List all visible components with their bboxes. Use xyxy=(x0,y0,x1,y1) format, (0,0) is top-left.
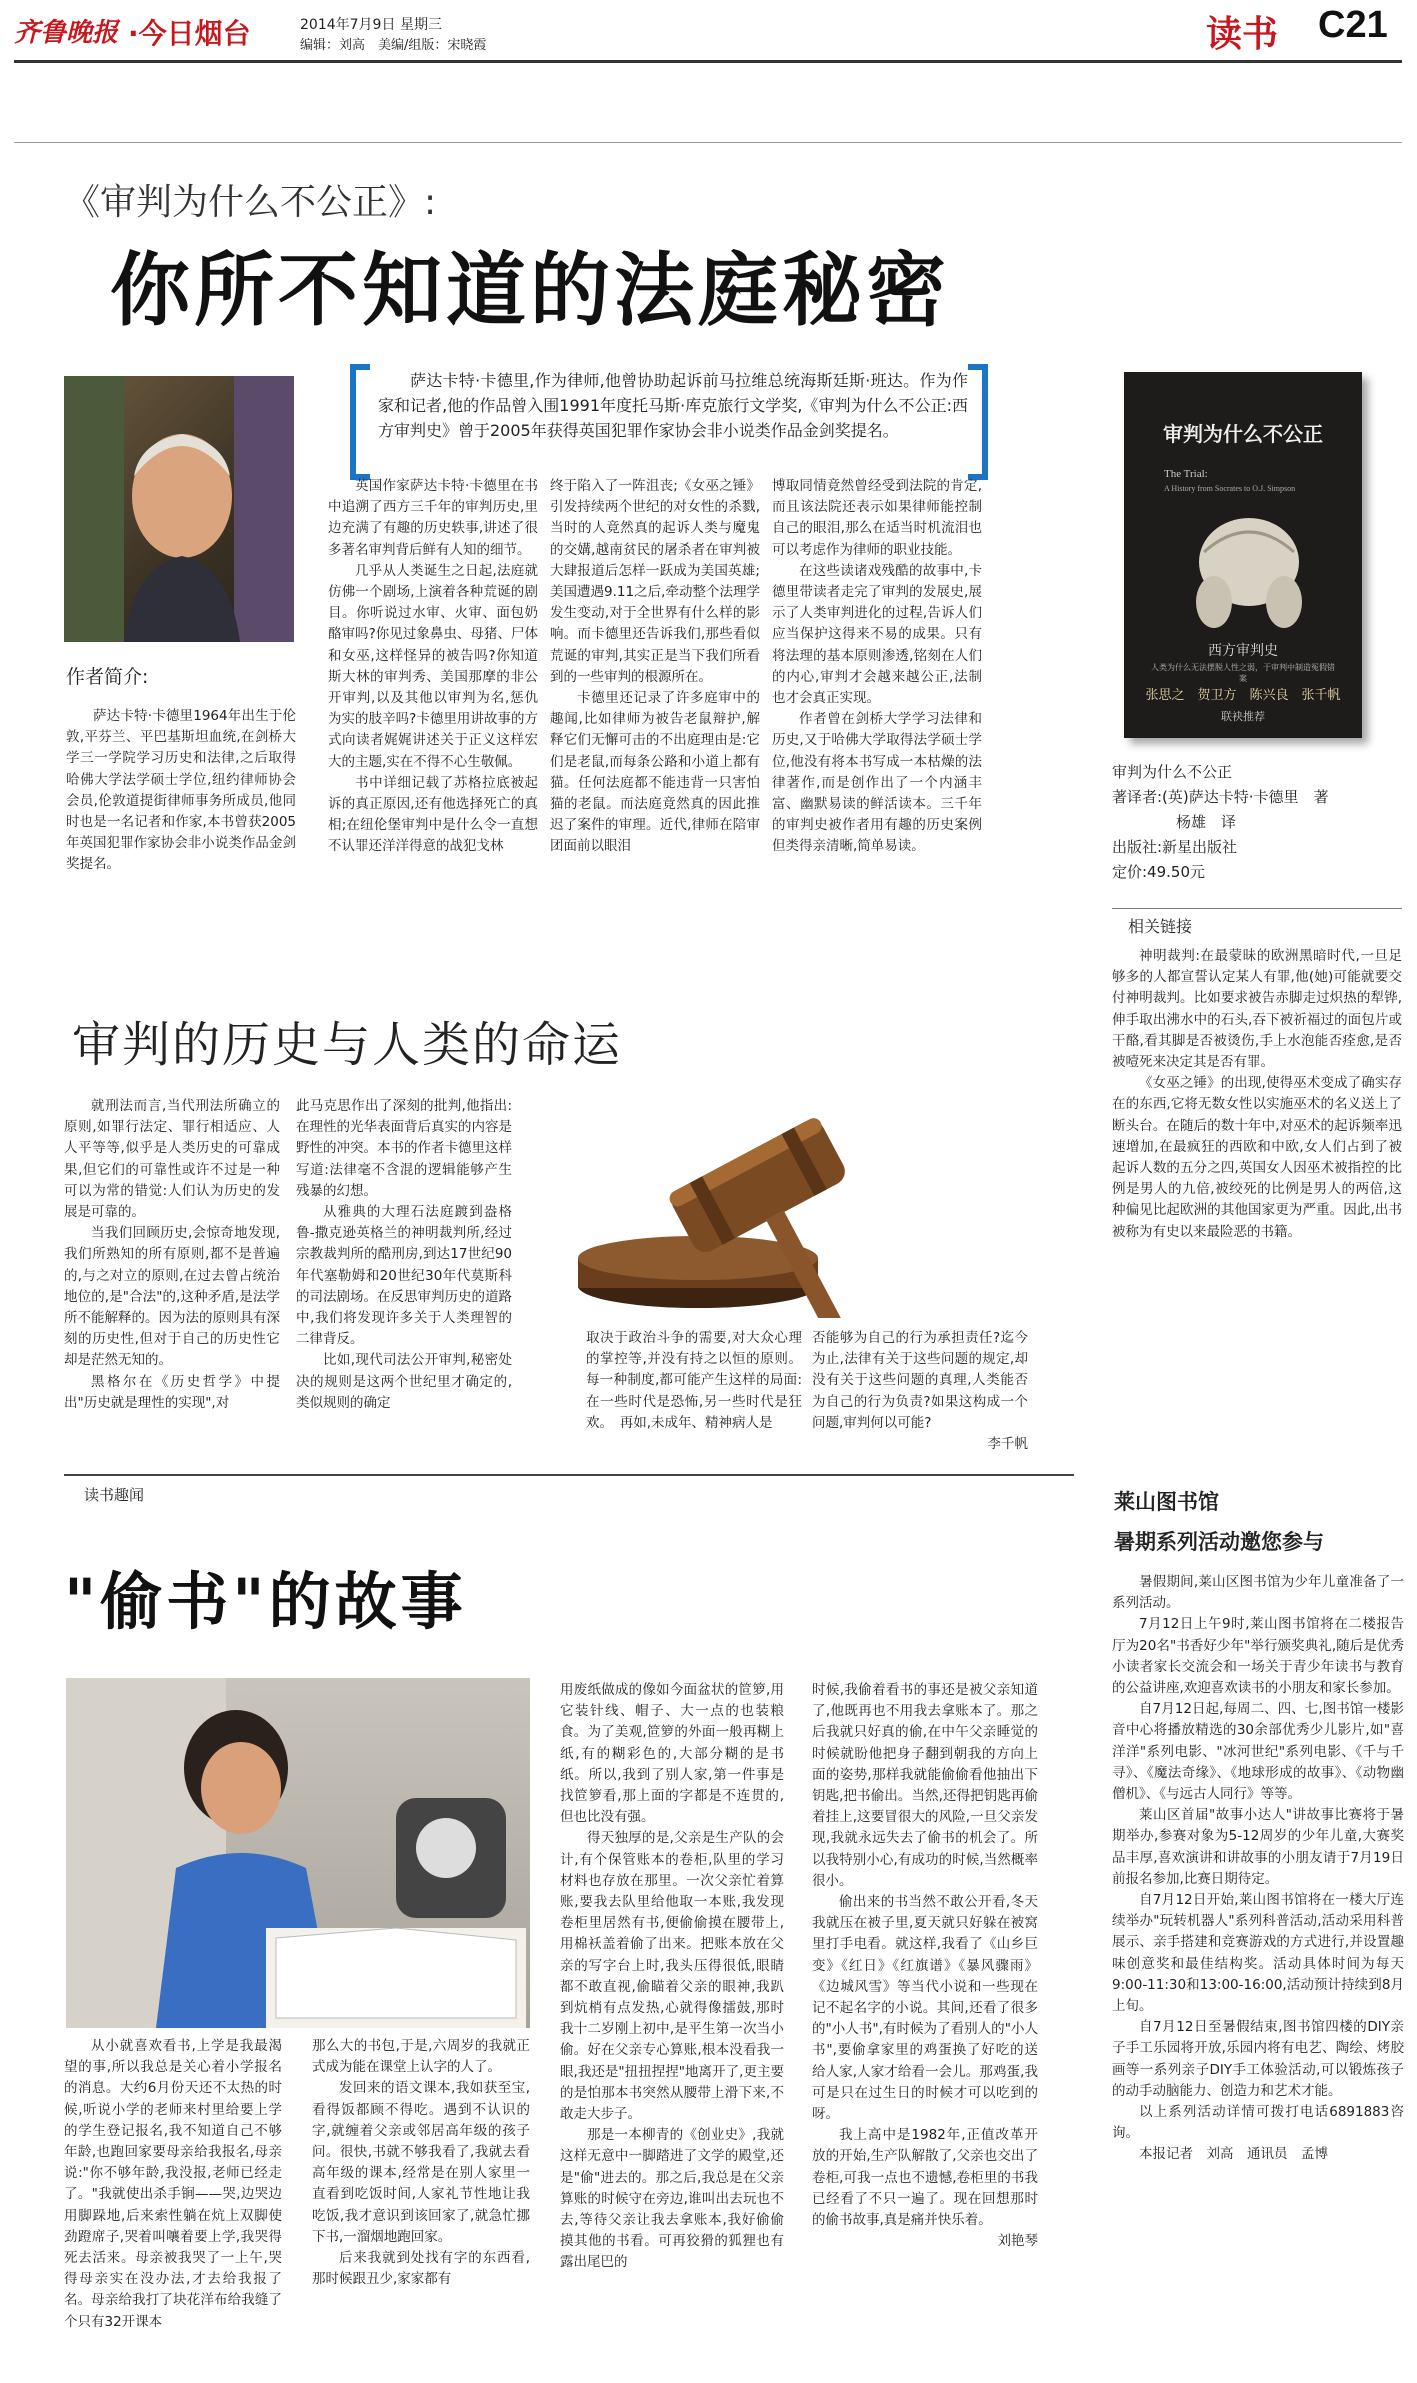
article1-col2 xyxy=(550,476,760,858)
article3-col4-para1: 时候,我偷着看书的事还是被父亲知道了,他既再也不用我去拿账本了。那之后我就只好真的偷,在中午父亲睡觉的时候就盼他把身子翻到朝我的方向上面的姿势,那样我就能偷偷看他抽出下钥匙,把书偷出。当然,还得把钥匙再偷着挂上,这要冒很大的风险,一旦父亲发现,我就永远失去了偷书的机会了。所以我特别小心,有成功的时候,当然概率很小。 xyxy=(812,1682,1038,1889)
article1-col3-para3: 作者曾在剑桥大学学习法律和历史,又于哈佛大学取得法学硕士学位,他没有将本书写成一本枯燥的法律著作,而是创作出了一个内涵丰富、幽默易读的鲜活读本。三千年的审判史被作者用有趣的历史案例但类得亲清晰,简单易读。 xyxy=(772,711,982,855)
intro-bracket-left xyxy=(350,364,370,480)
article2-col3-text: 取决于政治斗争的需要,对大众心理的掌控等,并没有持之以恒的原则。每一种制度,都可能产生这样的局面:在一些时代是恐怖,另一些时代是狂欢。 再如,未成年、精神病人是 xyxy=(586,1330,802,1431)
book-info-publisher: 出版社:新星出版社 xyxy=(1112,838,1238,856)
article1-col1-para2: 几乎从人类诞生之日起,法庭就仿佛一个剧场,上演着各种荒诞的剧目。你听说过水审、火审、面包奶酪审吗?你见过象鼻虫、母猪、尸体和女巫,这样怪异的被告吗?你知道斯大林的审判秀、美国那摩的非公开审判,以及其他以审判为名,惩仇为实的肢辛吗?卡德里用讲故事的方式向读者娓娓讲述关于正义这样宏大的主题,实在不得不心生敬佩。 xyxy=(328,562,538,770)
book-cover-subtitle: 西方审判史 xyxy=(1208,643,1278,659)
article3-col2-para1: 那么大的书包,于是,六周岁的我就正式成为能在课堂上认字的人了。 xyxy=(312,2038,530,2076)
article1-col1 xyxy=(328,476,538,858)
library-para2: 7月12日上午9时,莱山图书馆将在二楼报告厅为20名"书香好少年"举行颁奖典礼,随后是优秀小读者家长交流会和一场关于青少年读书与教育的公益讲座,欢迎喜欢读书的小朋友和家长参加。 xyxy=(1112,1616,1404,1697)
issue-weekday: 星期三 xyxy=(400,17,442,33)
column-label: 读书趣闻 xyxy=(84,1486,145,1504)
library-name: 莱山图书馆 xyxy=(1114,1490,1219,1514)
article3-byline: 刘艳琴 xyxy=(997,2233,1038,2250)
article2-col2-para3: 比如,现代司法公开审判,秘密处决的规则是这两个世纪里才确定的,类似规则的确定 xyxy=(296,1352,512,1411)
issue-date: 2014年7月9日 xyxy=(300,17,396,33)
related-rule xyxy=(1112,908,1402,909)
article3-col4 xyxy=(812,1680,1038,2252)
wig-illustration xyxy=(1184,512,1314,632)
library-para5: 自7月12日开始,莱山图书馆将在一楼大厅连续举办"玩转机器人"系列科普活动,活动采用科普展示、亲手搭建和竞赛游戏的方式进行,并设置趣味创意奖和最佳结构奖。活动具体时间为每天9:00-11:30和13:00-16:00,活动预计持续到8月上旬。 xyxy=(1112,1892,1404,2015)
article2-col1 xyxy=(64,1096,280,1414)
page-number: C21 xyxy=(1318,4,1388,46)
intro-bracket-right xyxy=(968,364,988,480)
section-name: 读书 xyxy=(1206,14,1279,55)
author-photo xyxy=(64,376,294,642)
book-cover-authors: 张思之 贺卫方 陈兴良 张千帆 xyxy=(1145,688,1341,703)
gavel-illustration xyxy=(548,1090,1008,1318)
article3-col2-para2: 发回来的语文课本,我如获至宝,看得饭都顾不得吃。遇到不认识的字,就缠着父亲或邻居高年级的孩子问。很快,书就不够我看了,我就去看高年级的课本,经常是在别人家里一直看到吃饭时间,人家礼节性地让我吃饭,我才意识到该回家了,就急忙挪下书,一溜烟地跑回家。 xyxy=(312,2080,530,2245)
article2-col3 xyxy=(586,1328,802,1434)
article2-col1-para3: 黑格尔在《历史哲学》中提出"历史就是理性的实现",对 xyxy=(64,1373,280,1411)
book-cover xyxy=(1124,372,1362,738)
article1-col3-para2: 在这些读诸戏残酷的故事中,卡德里带读者走完了审判的发展史,展示了人类审判进化的过程,告诉人们应当保护这得来不易的成果。只有将法理的基本原则渗透,铭刻在人们的内心,审判才会越来越公正,法制也才会真正实现。 xyxy=(772,562,982,707)
library-para1: 暑假期间,莱山区图书馆为少年儿童准备了一系列活动。 xyxy=(1112,1574,1404,1612)
column-label-rule xyxy=(64,1474,1074,1476)
article2-col4-text: 否能够为自己的行为承担责任?迄今为止,法律有关于这些问题的规定,却没有关于这些问题的真理,人类能否为自己的行为负责?如果这构成一个问题,审判何以可能? xyxy=(812,1330,1028,1431)
author-label: 作者简介: xyxy=(66,666,149,688)
article1-intro-text: 萨达卡特·卡德里,作为律师,他曾协助起诉前马拉维总统海斯廷斯·班达。作为作家和记者,他的作品曾入围1991年度托马斯·库克旅行文学奖,《审判为什么不公正:西方审判史》曾于2005年获得英国犯罪作家协会非小说类作品金剑奖提名。 xyxy=(378,371,968,440)
author-bio xyxy=(66,706,296,876)
article1-col3-para1: 博取同情竟然曾经受到法院的肯定,而且该法院还表示如果律师能控制自己的眼泪,那么在适当时机流泪也可以考虑作为律师的职业技能。 xyxy=(772,478,982,558)
article3-col1-para1: 从小就喜欢看书,上学是我最渴望的事,所以我总是关心着小学报名的消息。大约6月份天还不太热的时候,听说小学的老师来村里给要上学的学生登记报名,我不知道自己不够年龄,也跑回家要母亲给我报名,母亲说:"你不够年龄,我没报,老师已经走了。"我就使出杀手锏——哭,边哭边用脚跺地,后来索性躺在炕上双脚使劲蹬席子,哭着叫嚷着要上学,我哭得死去活来。母亲被我哭了一上午,哭得母亲实在没办法,才去给我报了名。母亲给我打了块花洋布给我缝了个只有32开课本 xyxy=(64,2038,282,2330)
book-cover-title: 审判为什么不公正 xyxy=(1163,422,1323,446)
article3-col3-para3: 那是一本柳青的《创业史》,我就这样无意中一脚踏进了文学的殿堂,还是"偷"进去的。那之后,我总是在父亲算账的时候守在旁边,谁叫出去玩也不去,等待父亲让我去拿账本,我好偷偷摸其他的书看。可再狡猾的狐狸也有露出尾巴的 xyxy=(560,2127,784,2271)
article2-byline: 李千帆 xyxy=(987,1436,1028,1453)
article1-kicker: 《审判为什么不公正》: xyxy=(64,182,437,223)
article3-col3-para1: 用废纸做成的像如今面盆状的笸箩,用它装针线、帽子、大一点的也装粮食。为了美观,笸箩的外面一般再糊上纸,有的糊彩色的,大部分糊的是书纸。所以,我到了别人家,第一件事是找笸箩看,那上面的字都是不连贯的,但也比没有强。 xyxy=(560,1682,784,1826)
article1-col2-para2: 卡德里还记录了许多庭审中的趣闻,比如律师为被告老鼠辩护,解释它们无懈可击的不出庭理由是:它们是老鼠,而每条公路和小道上都有猫。任何法庭都不能违背一只害怕猫的老鼠。而法庭竟然真的因此推迟了案件的审理。近代,律师在陪审团面前以眼泪 xyxy=(550,690,760,855)
paper-name: 齐鲁晚报 xyxy=(14,18,119,48)
article3-col3 xyxy=(560,1680,784,2274)
book-info-price: 定价:49.50元 xyxy=(1112,863,1205,881)
library-text xyxy=(1112,1572,1404,2166)
library-para7: 以上系列活动详情可拨打电话6891883咨询。 xyxy=(1112,2104,1404,2142)
library-para4: 莱山区首届"故事小达人"讲故事比赛将于暑期举办,参赛对象为5-12周岁的少年儿童,大赛奖品丰厚,喜欢演讲和讲故事的小朋友请于7月19日前报名参加,比赛日期待定。 xyxy=(1112,1807,1404,1887)
editor-credits: 编辑：刘高 美编/组版：宋晓霞 xyxy=(300,38,487,53)
article3-col4-para3: 我上高中是1982年,正值改革开放的开始,生产队解散了,父亲也交出了卷柜,可我一点也不遗憾,卷柜里的书我已经看了不只一遍了。现在回想那时的偷书故事,真是痛并快乐着。 xyxy=(812,2127,1038,2229)
article3-col4-para2: 偷出来的书当然不敢公开看,冬天我就压在被子里,夏天就只好躲在被窝里打手电看。就这样,我看了《山乡巨变》《红日》《红旗谱》《暴风骤雨》《边城风雪》等当代小说和一些现在记不起名字的小说。其间,还看了很多的"小人书",有时候为了看别人的"小人书",要偷拿家里的鸡蛋换了好吃的送给人家,人家才给看一会儿。那鸡蛋,我可是只在过生日的时候才可以吃到的呀。 xyxy=(812,1894,1038,2123)
article2-col2-para2: 从雅典的大理石法庭踱到盎格鲁-撒克逊英格兰的神明裁判所,经过宗教裁判所的酷刑房,到达17世纪90年代塞勒姆和20世纪30年代莫斯科的司法剧场。在反思审判历史的道路中,我们将发现许多关于人类理智的二律背反。 xyxy=(296,1204,512,1348)
article2-col1-para1: 就刑法而言,当代刑法所确立的原则,如罪行法定、罪行相适应、人人平等等,似乎是人类历史的可靠成果,但它们的可靠性或许不过是一种可以为常的错觉:人们认为历史的发展是可靠的。 xyxy=(64,1098,280,1221)
book-info-translator: 杨雄 译 xyxy=(1176,813,1237,831)
library-para6: 自7月12日至暑假结束,图书馆四楼的DIY亲子手工乐园将开放,乐园内将有电艺、陶绘、烤胶画等一系列亲子DIY手工体验活动,可以锻炼孩子的动手动脑能力、创造力和艺术才能。 xyxy=(1112,2019,1404,2099)
top-divider xyxy=(14,142,1402,143)
article2-col2 xyxy=(296,1096,512,1414)
article1-col2-para1: 终于陷入了一阵沮丧;《女巫之锤》引发持续两个世纪的对女性的杀戮,当时的人竟然真的起诉人类与魔鬼的交媾,越南贫民的屠杀者在审判被大肆报道后怎样一跃成为美国英雄;美国遭遇9.11之后,牵动整个法理学发生变动,对于全世界有什么样的影响。而卡德里还告诉我们,那些看似荒诞的审判,其实正是当下我们所看到的一些审判的根源所在。 xyxy=(550,478,760,685)
article3-col1 xyxy=(64,2036,282,2333)
article2-title: 审判的历史与人类的命运 xyxy=(72,1017,623,1073)
book-info xyxy=(1112,760,1402,885)
article1-title: 你所不知道的法庭秘密 xyxy=(110,244,950,337)
article3-col2-para3: 后来我就到处找有字的东西看,那时候跟丑少,家家都有 xyxy=(312,2250,530,2288)
writer-reading-illustration xyxy=(66,1678,530,2028)
writer-photo xyxy=(66,1678,530,2028)
article3-title: "偷书"的故事 xyxy=(64,1565,467,1638)
article1-col3 xyxy=(772,476,982,858)
article1-intro xyxy=(378,368,968,443)
book-cover-note: 人类为什么无法摆脱人性之弱，于审判中制造冤假错案 xyxy=(1151,663,1335,683)
author-portrait-illustration xyxy=(64,376,294,642)
article3-col2 xyxy=(312,2036,530,2290)
article3-col3-para2: 得天独厚的是,父亲是生产队的会计,有个保管账本的卷柜,队里的学习材料也存放在那里。一次父亲忙着算账,要我去队里给他取一本账,我发现卷柜里居然有书,便偷偷摸在腰带上,用棉袄盖着偷了出来。把账本放在父亲的写字台上时,我头压得很低,眼睛都不敢直视,偷瞄着父亲的眼神,我趴到炕梢有点发热,心就得像擂鼓,那时我十二岁刚上初中,是平生第一次当小偷。好在父亲专心算账,根本没看我一眼,我还是"扭扭捏捏"地离开了,更主要的是怕那本书突然从腰带上滑下来,不敢走大步子。 xyxy=(560,1830,784,2123)
related-label: 相关链接 xyxy=(1128,917,1193,936)
book-cover-english: The Trial: xyxy=(1164,468,1208,480)
related-para1: 神明裁判:在最蒙昧的欧洲黑暗时代,一旦足够多的人都宣誓认定某人有罪,他(她)可能就要交付神明裁判。比如要求被告赤脚走过炽热的犁铧,伸手取出沸水中的石头,吞下被祈福过的面包片或干酪,看其脚是否被烫伤,手上水泡能否痊愈,是否被噎死来决定其是否有罪。 xyxy=(1112,948,1402,1071)
book-cover-tagline: A History from Socrates to O.J. Simpson xyxy=(1164,484,1296,493)
article2-col4 xyxy=(812,1328,1028,1455)
related-para2: 《女巫之锤》的出现,使得巫术变成了确实存在的东西,它将无数女性以实施巫术的名义送上了断头台。在随后的数十年中,对巫术的起诉频率迅速增加,在最疯狂的西欧和中欧,女人们占到了被起诉人数的五分之四,英国女人因巫术被指控的比例是男人的九倍,被绞死的比例是男人的两倍,这种偏见比起欧洲的其他国家更为严重。因此,出书被称为有史以来最险恶的书籍。 xyxy=(1112,1075,1402,1240)
library-para3: 自7月12日起,每周二、四、七,图书馆一楼影音中心将播放精选的30余部优秀少儿影片,如"喜洋洋"系列电影、"冰河世纪"系列电影、《千与千寻》、《魔法奇缘》、《地球形成的故事》、《动物幽僧机》、《与远古人同行》等等。 xyxy=(1112,1701,1404,1803)
article1-col1-para3: 书中详细记载了苏格拉底被起诉的真正原因,还有他选择死亡的真相;在纽伦堡审判中是什么令一直想不认罪还洋洋得意的战犯戈林 xyxy=(328,774,538,855)
book-cover-publisher-mark: 联袂推荐 xyxy=(1221,710,1265,723)
author-bio-text: 萨达卡特·卡德里1964年出生于伦敦,平芬兰、平巴基斯坦血统,在剑桥大学三一学院学习历史和法律,之后取得哈佛大学法学硕士学位,纽约律师协会会员,伦敦道提街律师事务所成员,他同时也是一名记者和作家,本书曾获2005年英国犯罪作家协会非小说类作品金剑奖提名。 xyxy=(66,708,296,873)
article2-col2-para1: 此马克思作出了深刻的批判,他指出:在理性的光华表面背后真实的内容是野性的冲突。本书的作者卡德里这样写道:法律毫不含混的逻辑能够产生残暴的幻想。 xyxy=(296,1098,512,1199)
book-info-author: 著译者:(英)萨达卡特·卡德里 著 xyxy=(1112,788,1329,806)
article2-col1-para2: 当我们回顾历史,会惊奇地发现,我们所熟知的所有原则,都不是普遍的,与之对立的原则,在过去曾占统治地位的,是"合法"的,这种矛盾,是法学所不能解释的。因为法的原则具有深刻的历史性,但对于自己的历史性它却是茫然无知的。 xyxy=(64,1225,280,1369)
article1-col1-para1: 英国作家萨达卡特·卡德里在书中追溯了西方三千年的审判历史,里边充满了有趣的历史轶事,讲述了很多著名审判背后鲜有人知的细节。 xyxy=(328,478,538,558)
related-links-text xyxy=(1112,946,1402,1243)
library-byline: 本报记者 刘高 通讯员 孟博 xyxy=(1139,2146,1328,2163)
edition-name: ·今日烟台 xyxy=(128,17,251,50)
masthead-rule xyxy=(14,60,1402,63)
library-headline: 暑期系列活动邀您参与 xyxy=(1114,1530,1324,1554)
book-info-title: 审判为什么不公正 xyxy=(1112,763,1233,781)
